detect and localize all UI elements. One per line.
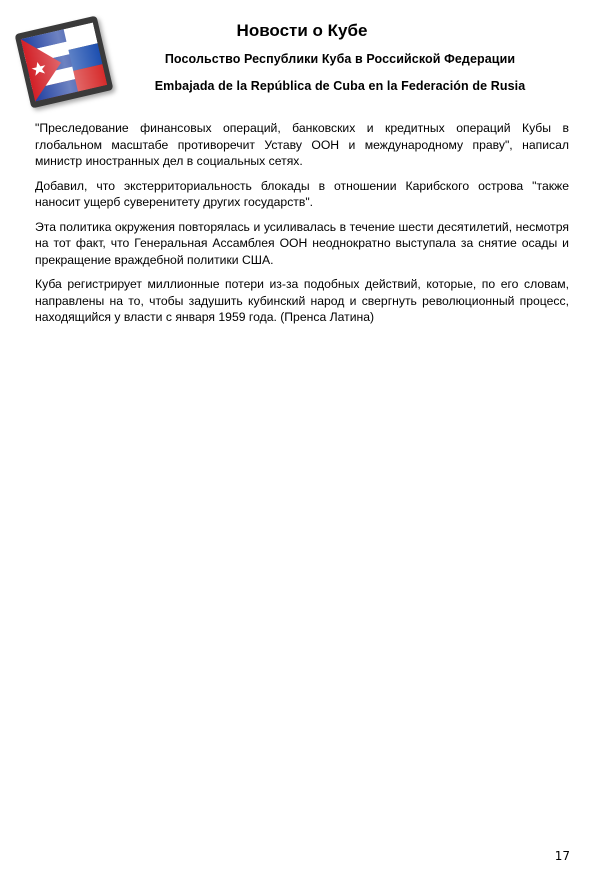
page-title: Новости о Кубе — [236, 21, 368, 40]
article-paragraph: "Преследование финансовых операций, банковских и кредитных операций Кубы в глобальном масштабе противоречит Уставу ООН и международному праву", написал министр иностранных дел в социальных сетях. — [35, 121, 569, 168]
embassy-name-es: Embajada de la República de Cuba en la Federación de Rusia — [154, 79, 526, 93]
article-paragraph: Эта политика окружения повторялась и усиливалась в течение шести десятилетий, несмотря на тот факт, что Генеральная Ассамблея ООН неоднократно выступала за снятие осады и прекращение враждебной политики США. — [35, 219, 569, 267]
embassy-name-ru: Посольство Республики Куба в Российской Федерации — [164, 52, 516, 66]
article-paragraph: Добавил, что экстерриториальность блокады в отношении Карибского острова "также наносит ущерб суверенитету других государств". — [35, 178, 569, 209]
article-paragraph: Куба регистрирует миллионные потери из-за подобных действий, которые, по его словам, направлены на то, чтобы задушить кубинский народ и свергнуть революционный процесс, находящийся у власти с января 1959 года. (Пренса Латина) — [35, 277, 569, 324]
page-number: 17 — [554, 849, 570, 863]
article-body — [35, 120, 569, 334]
